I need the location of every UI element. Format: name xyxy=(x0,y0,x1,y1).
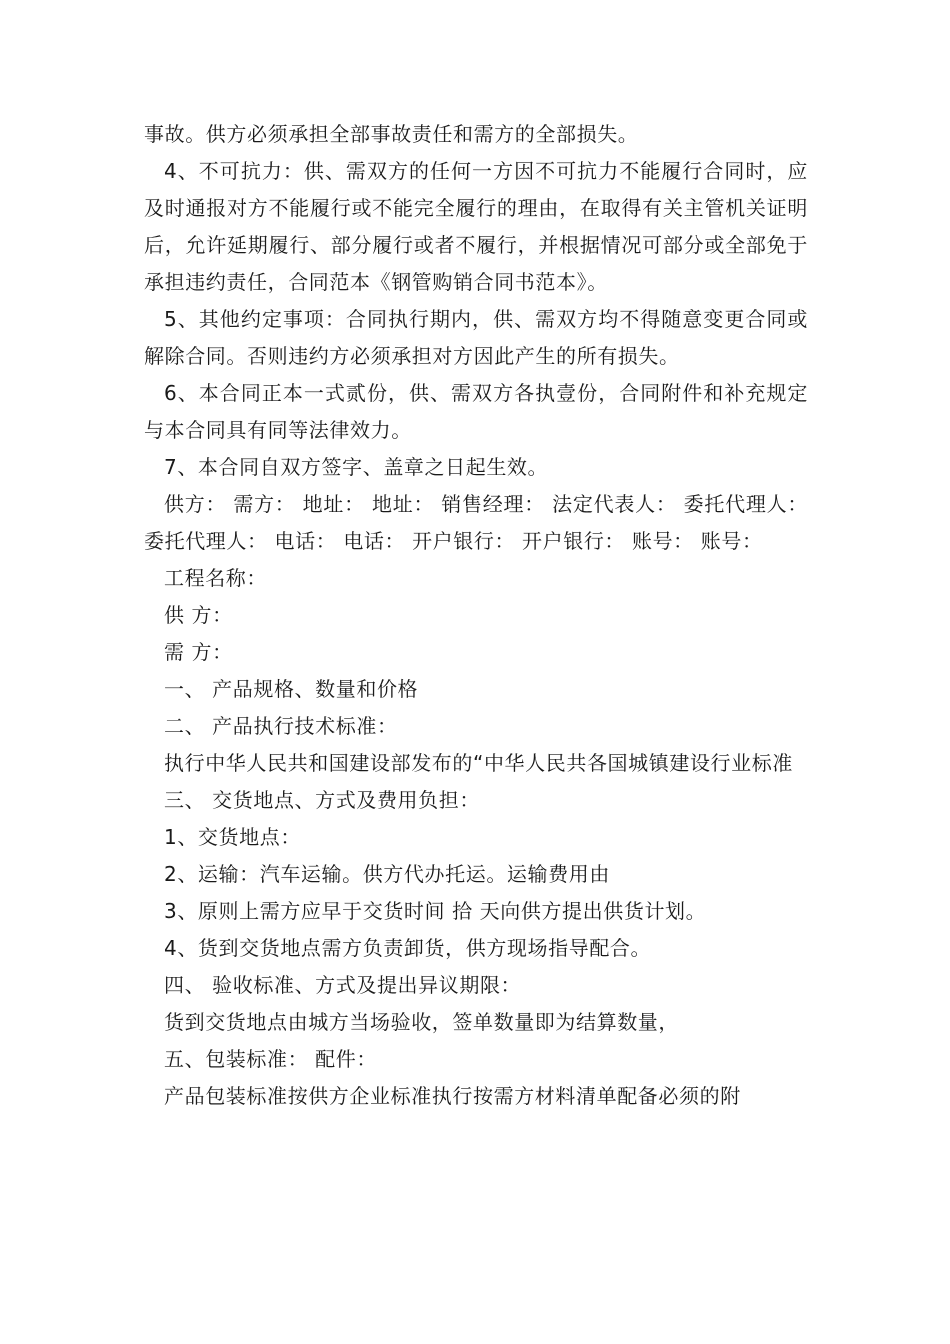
paragraph-supply-plan: 3、原则上需方应早于交货时间 拾 天向供方提出供货计划。 xyxy=(164,899,707,923)
paragraph-other-terms: 5、其他约定事项：合同执行期内，供、需双方均不得随意变更合同或解除合同。否则违约方必须承担对方因此产生的所有损失。 xyxy=(144,307,808,368)
paragraph-project-name: 工程名称： xyxy=(164,566,267,590)
heading-delivery: 三、 交货地点、方式及费用负担： xyxy=(164,788,480,812)
paragraph-packaging-detail: 产品包装标准按供方企业标准执行按需方材料清单配备必须的附 xyxy=(164,1084,741,1108)
heading-packaging: 五、包装标准： 配件： xyxy=(164,1047,377,1071)
paragraph-signature-fields: 供方： 需方： 地址： 地址： 销售经理： 法定代表人： 委托代理人： 委托代理人： 电话： 电话： 开户银行： 开户银行： 账号： 账号： xyxy=(144,492,808,553)
paragraph-force-majeure: 4、不可抗力：供、需双方的任何一方因不可抗力不能履行合同时，应及时通报对方不能履行或不能完全履行的理由，在取得有关主管机关证明后，允许延期履行、部分履行或者不履行，并根据情况可部分或全部免于承担违约责任，合同范本《钢管购销合同书范本》。 xyxy=(144,159,808,294)
heading-acceptance: 四、 验收标准、方式及提出异议期限： xyxy=(164,973,522,997)
paragraph-delivery-location: 1、交货地点： xyxy=(164,825,301,849)
paragraph-accident-liability: 事故。供方必须承担全部事故责任和需方的全部损失。 xyxy=(144,122,639,146)
paragraph-copies: 6、本合同正本一式贰份，供、需双方各执壹份，合同附件和补充规定与本合同具有同等法律效力。 xyxy=(144,381,808,442)
paragraph-unloading: 4、货到交货地点需方负责卸货，供方现场指导配合。 xyxy=(164,936,652,960)
heading-product-spec: 一、 产品规格、数量和价格 xyxy=(164,677,419,701)
document-body xyxy=(144,116,808,1115)
paragraph-buyer: 需 方： xyxy=(164,640,233,664)
paragraph-transport: 2、运输：汽车运输。供方代办托运。运输费用由 xyxy=(164,862,610,886)
paragraph-effective-date: 7、本合同自双方签字、盖章之日起生效。 xyxy=(164,455,549,479)
paragraph-standard-detail: 执行中华人民共和国建设部发布的“中华人民共各国城镇建设行业标准 xyxy=(164,751,793,775)
paragraph-supplier: 供 方： xyxy=(164,603,233,627)
heading-tech-standard: 二、 产品执行技术标准： xyxy=(164,714,398,738)
paragraph-acceptance-detail: 货到交货地点由城方当场验收，签单数量即为结算数量， xyxy=(164,1010,679,1034)
